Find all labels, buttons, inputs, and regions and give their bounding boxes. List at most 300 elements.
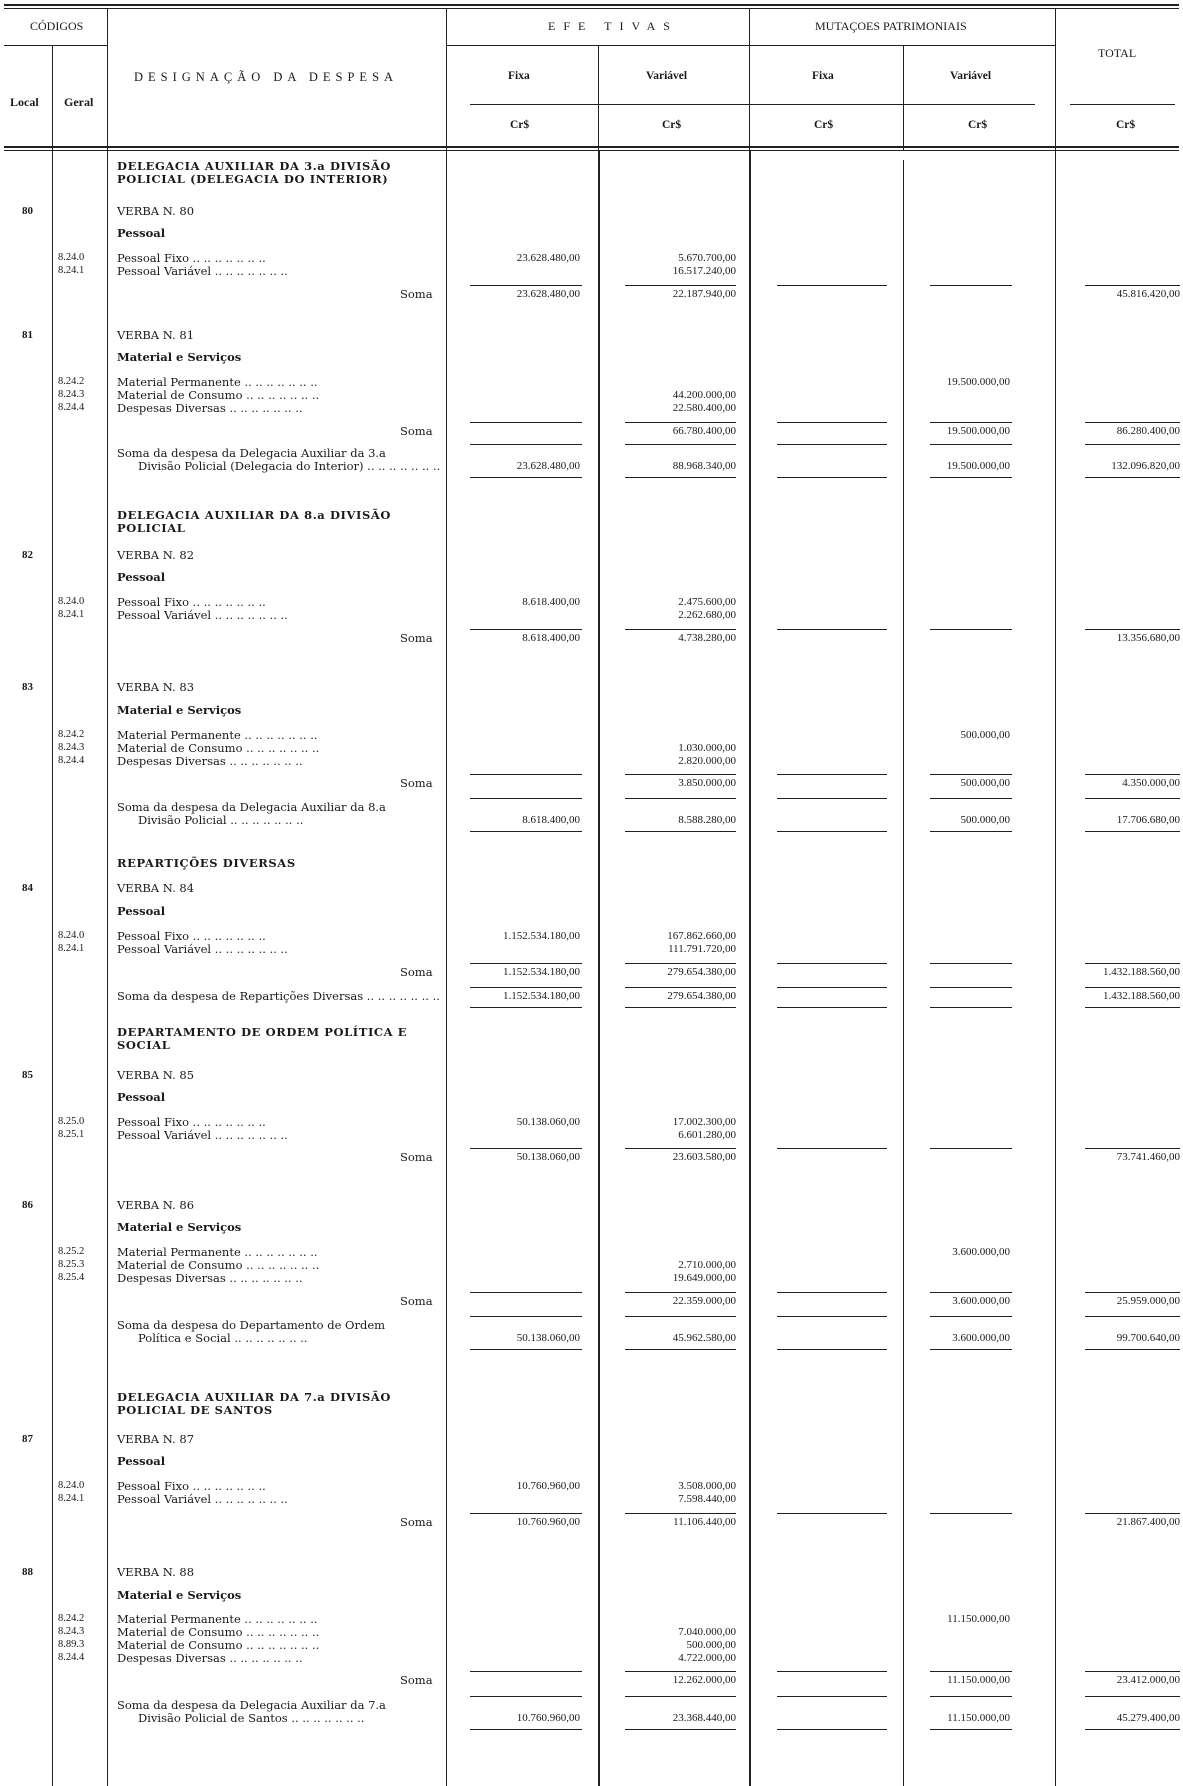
ef-fixa-value: 8.618.400,00 [522, 632, 580, 644]
total-value: 73.741.460,00 [1116, 1151, 1180, 1163]
sum-rule [625, 1316, 736, 1317]
body-rule-mp [749, 150, 751, 1786]
total-rule [930, 477, 1012, 478]
total-rule [625, 1729, 736, 1730]
ef-var-value: 44.200.000,00 [672, 389, 736, 401]
ef-var-value: 3.850.000,00 [678, 777, 736, 789]
sum-rule [777, 444, 887, 445]
total-value: 45.816.420,00 [1116, 288, 1180, 300]
soma-desc: Soma [400, 1673, 433, 1687]
verba-desc: VERBA N. 86 [117, 1198, 195, 1212]
sum-rule [930, 1696, 1012, 1697]
sum-rule [930, 1513, 1012, 1514]
item-desc: Pessoal Fixo .. .. .. .. .. .. .. [117, 929, 266, 943]
ef-fixa-value: 50.138.060,00 [516, 1151, 580, 1163]
sum-rule [930, 422, 1012, 423]
body-rule-desc [446, 150, 447, 1786]
header-sub-rule-groups [446, 45, 1055, 46]
sum-rule [777, 798, 887, 799]
sum-rule [625, 1696, 736, 1697]
header-mp-fixa: Fixa [812, 70, 834, 82]
total-rule [625, 1349, 736, 1350]
ef-var-value: 2.820.000,00 [678, 755, 736, 767]
total-value: 86.280.400,00 [1116, 425, 1180, 437]
ef-var-value: 4.738.280,00 [678, 632, 736, 644]
item-desc: Pessoal Fixo .. .. .. .. .. .. .. [117, 595, 266, 609]
sub-desc: Material e Serviços [117, 703, 242, 717]
soma-desc: Soma [400, 631, 433, 645]
header-bottom-rule-inner [4, 150, 1179, 151]
geral-code: 8.24.2 [58, 376, 85, 387]
section-desc: POLICIAL DE SANTOS [117, 1402, 273, 1417]
geral-code: 8.24.2 [58, 1613, 85, 1624]
ef-fixa-value: 1.152.534.180,00 [503, 990, 580, 1002]
geral-code: 8.24.2 [58, 729, 85, 740]
local-code: 84 [22, 882, 33, 894]
geral-code: 8.24.3 [58, 389, 85, 400]
mp-var-value: 19.500.000,00 [946, 376, 1010, 388]
mp-var-value: 19.500.000,00 [946, 459, 1010, 472]
sum-rule [470, 1671, 582, 1672]
geral-code: 8.24.4 [58, 402, 85, 413]
sum-rule [625, 1292, 736, 1293]
item-desc: Despesas Diversas .. .. .. .. .. .. .. [117, 1651, 303, 1665]
ef-fixa-value: 8.618.400,00 [522, 813, 580, 826]
item-desc: Pessoal Fixo .. .. .. .. .. .. .. [117, 251, 266, 265]
sum-rule [1085, 798, 1180, 799]
total-rule [1085, 1729, 1180, 1730]
ef-var-value: 2.710.000,00 [678, 1259, 736, 1271]
item-desc: Pessoal Variável .. .. .. .. .. .. .. [117, 608, 288, 622]
header-cr-total: Cr$ [1116, 119, 1136, 131]
sum-rule [470, 422, 582, 423]
geral-code: 8.25.3 [58, 1259, 85, 1270]
sum-rule [625, 963, 736, 964]
ef-var-value: 7.598.440,00 [678, 1493, 736, 1505]
sum-rule [777, 1316, 887, 1317]
sub-desc: Pessoal [117, 226, 166, 240]
total-rule [930, 1729, 1012, 1730]
sub-desc: Pessoal [117, 904, 166, 918]
local-code: 86 [22, 1199, 33, 1211]
col-rule-efetivas [446, 8, 447, 150]
sum-rule [1085, 1148, 1180, 1149]
verba-desc: VERBA N. 88 [117, 1565, 195, 1579]
sum-rule [470, 987, 582, 988]
sum-rule [1085, 987, 1180, 988]
header-cr-ef-fixa: Cr$ [510, 119, 530, 131]
sum-rule [625, 1148, 736, 1149]
sum-rule [1085, 629, 1180, 630]
total-rule [777, 477, 887, 478]
geral-code: 8.25.1 [58, 1129, 85, 1140]
sum-rule [930, 963, 1012, 964]
geral-code: 8.24.4 [58, 755, 85, 766]
item-desc: Pessoal Variável .. .. .. .. .. .. .. [117, 264, 288, 278]
sum-rule [777, 1513, 887, 1514]
col-rule-mutacoes [749, 8, 750, 150]
ef-var-value: 279.654.380,00 [667, 966, 736, 978]
body-rule-mp2 [903, 160, 904, 1786]
sum-rule [1085, 963, 1180, 964]
ef-var-value: 7.040.000,00 [678, 1626, 736, 1638]
header-cr-mp-fixa: Cr$ [814, 119, 834, 131]
sum-rule [1085, 1671, 1180, 1672]
verba-desc: VERBA N. 82 [117, 548, 195, 562]
header-codigos: CÓDIGOS [30, 19, 84, 33]
header-cr-mp-var: Cr$ [968, 119, 988, 131]
item-desc: Material de Consumo .. .. .. .. .. .. .. [117, 1258, 320, 1272]
total-rule [1085, 1349, 1180, 1350]
header-designacao: DESIGNAÇÃO DA DESPESA [134, 70, 399, 84]
header-efetivas: EFE TIVAS [548, 19, 678, 33]
geral-code: 8.89.3 [58, 1639, 85, 1650]
soma-desc: Soma [400, 424, 433, 438]
sum-rule [470, 1696, 582, 1697]
section-desc: DEPARTAMENTO DE ORDEM POLÍTICA E [117, 1025, 408, 1039]
header-mp-variavel: Variável [950, 70, 992, 82]
ef-var-value: 167.862.660,00 [667, 930, 736, 942]
sum-rule [930, 774, 1012, 775]
ef-var-value: 88.968.340,00 [672, 459, 736, 472]
mp-var-value: 11.150.000,00 [947, 1711, 1010, 1724]
soma-desc: Soma [400, 1294, 433, 1308]
sum-rule [777, 1696, 887, 1697]
sum-rule [777, 963, 887, 964]
geral-code: 8.24.0 [58, 252, 85, 263]
sum-rule [930, 987, 1012, 988]
ef-fixa-value: 10.760.960,00 [516, 1516, 580, 1528]
section-desc: DELEGACIA AUXILIAR DA 7.a DIVISÃO [117, 1390, 392, 1404]
somatotal-desc: Soma da despesa da Delegacia Auxiliar da 7.a [117, 1698, 386, 1712]
somatotal-desc: Soma da despesa do Departamento de Ordem [117, 1318, 386, 1332]
sum-rule [470, 1148, 582, 1149]
ef-var-value: 2.262.680,00 [678, 609, 736, 621]
sum-rule [777, 1671, 887, 1672]
header-cr-rule-total [1070, 104, 1175, 105]
sum-rule [930, 285, 1012, 286]
local-code: 88 [22, 1566, 33, 1578]
header-local: Local [10, 95, 39, 109]
total-value: 23.412.000,00 [1116, 1674, 1180, 1686]
total-value: 99.700.640,00 [1116, 1331, 1180, 1344]
sum-rule [930, 1671, 1012, 1672]
total-rule [1085, 831, 1180, 832]
total-rule [777, 1349, 887, 1350]
total-rule [625, 831, 736, 832]
header-cr-rule [470, 104, 1035, 105]
geral-code: 8.25.4 [58, 1272, 85, 1283]
ef-fixa-value: 10.760.960,00 [516, 1711, 580, 1724]
item-desc: Material de Consumo .. .. .. .. .. .. .. [117, 741, 320, 755]
verba-desc: VERBA N. 85 [117, 1068, 195, 1082]
total-rule [777, 1007, 887, 1008]
sum-rule [625, 774, 736, 775]
ef-fixa-value: 23.628.480,00 [516, 459, 580, 472]
ef-fixa-value: 23.628.480,00 [516, 252, 580, 264]
total-value: 132.096.820,00 [1111, 459, 1180, 472]
geral-code: 8.25.0 [58, 1116, 85, 1127]
local-code: 80 [22, 205, 33, 217]
local-code: 82 [22, 549, 33, 561]
header-ef-variavel: Variável [646, 70, 688, 82]
sum-rule [625, 798, 736, 799]
ef-var-value: 3.508.000,00 [678, 1480, 736, 1492]
top-rule [4, 4, 1179, 6]
sum-rule [930, 1316, 1012, 1317]
sum-rule [470, 1316, 582, 1317]
ef-var-value: 11.106.440,00 [673, 1516, 736, 1528]
sum-rule [625, 629, 736, 630]
item-desc: Pessoal Fixo .. .. .. .. .. .. .. [117, 1479, 266, 1493]
item-desc: Pessoal Variável .. .. .. .. .. .. .. [117, 942, 288, 956]
somatotal-desc: Soma da despesa da Delegacia Auxiliar da 8.a [117, 800, 386, 814]
mp-var-value: 11.150.000,00 [947, 1674, 1010, 1686]
sum-rule [470, 963, 582, 964]
item-desc: Material Permanente .. .. .. .. .. .. .. [117, 728, 318, 742]
sum-rule [625, 987, 736, 988]
ef-var-value: 6.601.280,00 [678, 1129, 736, 1141]
geral-code: 8.24.1 [58, 609, 85, 620]
verba-desc: VERBA N. 81 [117, 328, 195, 342]
ef-var-value: 22.187.940,00 [672, 288, 736, 300]
item-desc: Despesas Diversas .. .. .. .. .. .. .. [117, 754, 303, 768]
sum-rule [1085, 422, 1180, 423]
sum-rule [930, 798, 1012, 799]
mp-var-value: 3.600.000,00 [952, 1331, 1010, 1344]
sum-rule [1085, 1513, 1180, 1514]
local-code: 87 [22, 1433, 33, 1445]
ef-var-value: 22.359.000,00 [672, 1295, 736, 1307]
total-rule [1085, 1007, 1180, 1008]
sum-rule [1085, 774, 1180, 775]
mp-var-value: 500.000,00 [960, 777, 1010, 789]
section-desc: DELEGACIA AUXILIAR DA 3.a DIVISÃO [117, 159, 392, 173]
total-rule [777, 831, 887, 832]
sum-rule [1085, 1316, 1180, 1317]
item-desc: Pessoal Variável .. .. .. .. .. .. .. [117, 1492, 288, 1506]
col-rule-total [1055, 8, 1056, 150]
ef-var-value: 16.517.240,00 [672, 265, 736, 277]
mp-var-value: 500.000,00 [960, 813, 1010, 826]
total-value: 1.432.188.560,00 [1103, 966, 1180, 978]
body-rule-geral [107, 150, 108, 1786]
geral-code: 8.24.1 [58, 1493, 85, 1504]
somatotal-desc: Divisão Policial .. .. .. .. .. .. .. [138, 812, 304, 827]
ef-fixa-value: 10.760.960,00 [516, 1480, 580, 1492]
section-desc: POLICIAL (DELEGACIA DO INTERIOR) [117, 171, 389, 186]
verba-desc: VERBA N. 84 [117, 881, 195, 895]
total-value: 1.432.188.560,00 [1103, 990, 1180, 1002]
header-geral: Geral [64, 95, 94, 109]
item-desc: Material Permanente .. .. .. .. .. .. .. [117, 1245, 318, 1259]
ef-var-value: 1.030.000,00 [678, 742, 736, 754]
total-rule [930, 831, 1012, 832]
mp-var-value: 19.500.000,00 [946, 425, 1010, 437]
ef-var-value: 5.670.700,00 [678, 252, 736, 264]
total-value: 17.706.680,00 [1116, 813, 1180, 826]
sum-rule [470, 285, 582, 286]
total-rule [930, 1007, 1012, 1008]
somatotal-desc: Soma da despesa da Delegacia Auxiliar da 3.a [117, 446, 386, 460]
ef-var-value: 4.722.000,00 [678, 1652, 736, 1664]
top-rule-inner [4, 8, 1179, 9]
sum-rule [930, 444, 1012, 445]
ef-var-value: 22.580.400,00 [672, 402, 736, 414]
ef-var-value: 66.780.400,00 [672, 425, 736, 437]
ef-fixa-value: 8.618.400,00 [522, 596, 580, 608]
item-desc: Material de Consumo .. .. .. .. .. .. .. [117, 388, 320, 402]
body-rule-local [52, 150, 53, 1786]
soma-desc: Soma [400, 776, 433, 790]
sum-rule [930, 1292, 1012, 1293]
ef-fixa-value: 1.152.534.180,00 [503, 930, 580, 942]
sum-rule [625, 1671, 736, 1672]
total-value: 4.350.000,00 [1122, 777, 1180, 789]
geral-code: 8.24.0 [58, 930, 85, 941]
geral-code: 8.24.4 [58, 1652, 85, 1663]
mp-var-value: 3.600.000,00 [952, 1295, 1010, 1307]
ef-var-value: 23.368.440,00 [672, 1711, 736, 1724]
total-value: 25.959.000,00 [1116, 1295, 1180, 1307]
soma-desc: Soma [400, 287, 433, 301]
local-code: 85 [22, 1069, 33, 1081]
item-desc: Material Permanente .. .. .. .. .. .. .. [117, 375, 318, 389]
verba-desc: VERBA N. 83 [117, 680, 195, 694]
total-rule [777, 1729, 887, 1730]
sub-desc: Pessoal [117, 570, 166, 584]
ef-var-value: 17.002.300,00 [672, 1116, 736, 1128]
ef-var-value: 19.649.000,00 [672, 1272, 736, 1284]
ef-fixa-value: 50.138.060,00 [516, 1116, 580, 1128]
sum-rule [470, 629, 582, 630]
ef-var-value: 45.962.580,00 [672, 1331, 736, 1344]
col-rule-mp-mid [903, 45, 904, 150]
soma-desc: Soma [400, 965, 433, 979]
total-rule [625, 477, 736, 478]
sum-rule [777, 1292, 887, 1293]
total-rule [470, 1729, 582, 1730]
header-total: TOTAL [1098, 46, 1137, 60]
sum-rule [777, 987, 887, 988]
sum-rule [625, 422, 736, 423]
ef-var-value: 12.262.000,00 [672, 1674, 736, 1686]
sum-rule [777, 1148, 887, 1149]
sub-desc: Material e Serviços [117, 1220, 242, 1234]
total-rule [625, 1007, 736, 1008]
verba-desc: VERBA N. 87 [117, 1432, 195, 1446]
sub-desc: Material e Serviços [117, 1588, 242, 1602]
ef-fixa-value: 50.138.060,00 [516, 1331, 580, 1344]
somatotal-desc: Soma da despesa de Repartições Diversas .. .. .. .. .. .. .. [117, 989, 440, 1003]
sum-rule [470, 1513, 582, 1514]
item-desc: Despesas Diversas .. .. .. .. .. .. .. [117, 401, 303, 415]
ef-var-value: 23.603.580,00 [672, 1151, 736, 1163]
item-desc: Material de Consumo .. .. .. .. .. .. .. [117, 1638, 320, 1652]
sum-rule [1085, 444, 1180, 445]
ef-var-value: 8.588.280,00 [678, 813, 736, 826]
mp-var-value: 500.000,00 [960, 729, 1010, 741]
item-desc: Despesas Diversas .. .. .. .. .. .. .. [117, 1271, 303, 1285]
geral-code: 8.24.3 [58, 742, 85, 753]
total-rule [930, 1349, 1012, 1350]
mp-var-value: 3.600.000,00 [952, 1246, 1010, 1258]
header-ef-fixa: Fixa [508, 70, 530, 82]
item-desc: Pessoal Variável .. .. .. .. .. .. .. [117, 1128, 288, 1142]
sum-rule [930, 1148, 1012, 1149]
header-cr-ef-var: Cr$ [662, 119, 682, 131]
sum-rule [930, 629, 1012, 630]
total-rule [470, 1349, 582, 1350]
col-rule-local [52, 45, 53, 150]
ef-fixa-value: 1.152.534.180,00 [503, 966, 580, 978]
header-mutacoes: MUTAÇOES PATRIMONIAIS [815, 19, 967, 33]
total-rule [470, 477, 582, 478]
geral-code: 8.24.1 [58, 265, 85, 276]
ef-var-value: 279.654.380,00 [667, 990, 736, 1002]
sum-rule [470, 798, 582, 799]
header-bottom-rule [4, 146, 1179, 148]
soma-desc: Soma [400, 1150, 433, 1164]
col-rule-ef-mid [598, 45, 599, 150]
geral-code: 8.24.0 [58, 1480, 85, 1491]
section-desc: DELEGACIA AUXILIAR DA 8.a DIVISÃO [117, 508, 392, 522]
sum-rule [470, 444, 582, 445]
total-value: 13.356.680,00 [1116, 632, 1180, 644]
geral-code: 8.24.1 [58, 943, 85, 954]
geral-code: 8.24.3 [58, 1626, 85, 1637]
somatotal-desc: Política e Social .. .. .. .. .. .. .. [138, 1330, 308, 1345]
sum-rule [777, 422, 887, 423]
total-rule [470, 831, 582, 832]
sum-rule [1085, 285, 1180, 286]
local-code: 83 [22, 681, 33, 693]
sub-desc: Pessoal [117, 1090, 166, 1104]
ef-fixa-value: 23.628.480,00 [516, 288, 580, 300]
ef-var-value: 500.000,00 [686, 1639, 736, 1651]
verba-desc: VERBA N. 80 [117, 204, 195, 218]
sum-rule [625, 444, 736, 445]
mp-var-value: 11.150.000,00 [947, 1613, 1010, 1625]
sum-rule [1085, 1696, 1180, 1697]
header-sub-rule-codigos [4, 45, 107, 46]
somatotal-desc: Divisão Policial de Santos .. .. .. .. .. .. .. [138, 1710, 365, 1725]
sum-rule [625, 285, 736, 286]
local-code: 81 [22, 329, 33, 341]
geral-code: 8.25.2 [58, 1246, 85, 1257]
ef-var-value: 2.475.600,00 [678, 596, 736, 608]
section-desc: POLICIAL [117, 520, 186, 535]
sum-rule [777, 285, 887, 286]
sub-desc: Material e Serviços [117, 350, 242, 364]
total-value: 45.279.400,00 [1116, 1711, 1180, 1724]
soma-desc: Soma [400, 1515, 433, 1529]
sum-rule [470, 774, 582, 775]
sum-rule [777, 774, 887, 775]
sub-desc: Pessoal [117, 1454, 166, 1468]
ef-var-value: 111.791.720,00 [668, 943, 736, 955]
sum-rule [470, 1292, 582, 1293]
item-desc: Pessoal Fixo .. .. .. .. .. .. .. [117, 1115, 266, 1129]
sum-rule [1085, 1292, 1180, 1293]
total-rule [470, 1007, 582, 1008]
col-rule-codigos [107, 8, 108, 150]
sum-rule [625, 1513, 736, 1514]
total-value: 21.867.400,00 [1116, 1516, 1180, 1528]
sum-rule [777, 629, 887, 630]
item-desc: Material de Consumo .. .. .. .. .. .. .. [117, 1625, 320, 1639]
section-desc: SOCIAL [117, 1037, 171, 1052]
